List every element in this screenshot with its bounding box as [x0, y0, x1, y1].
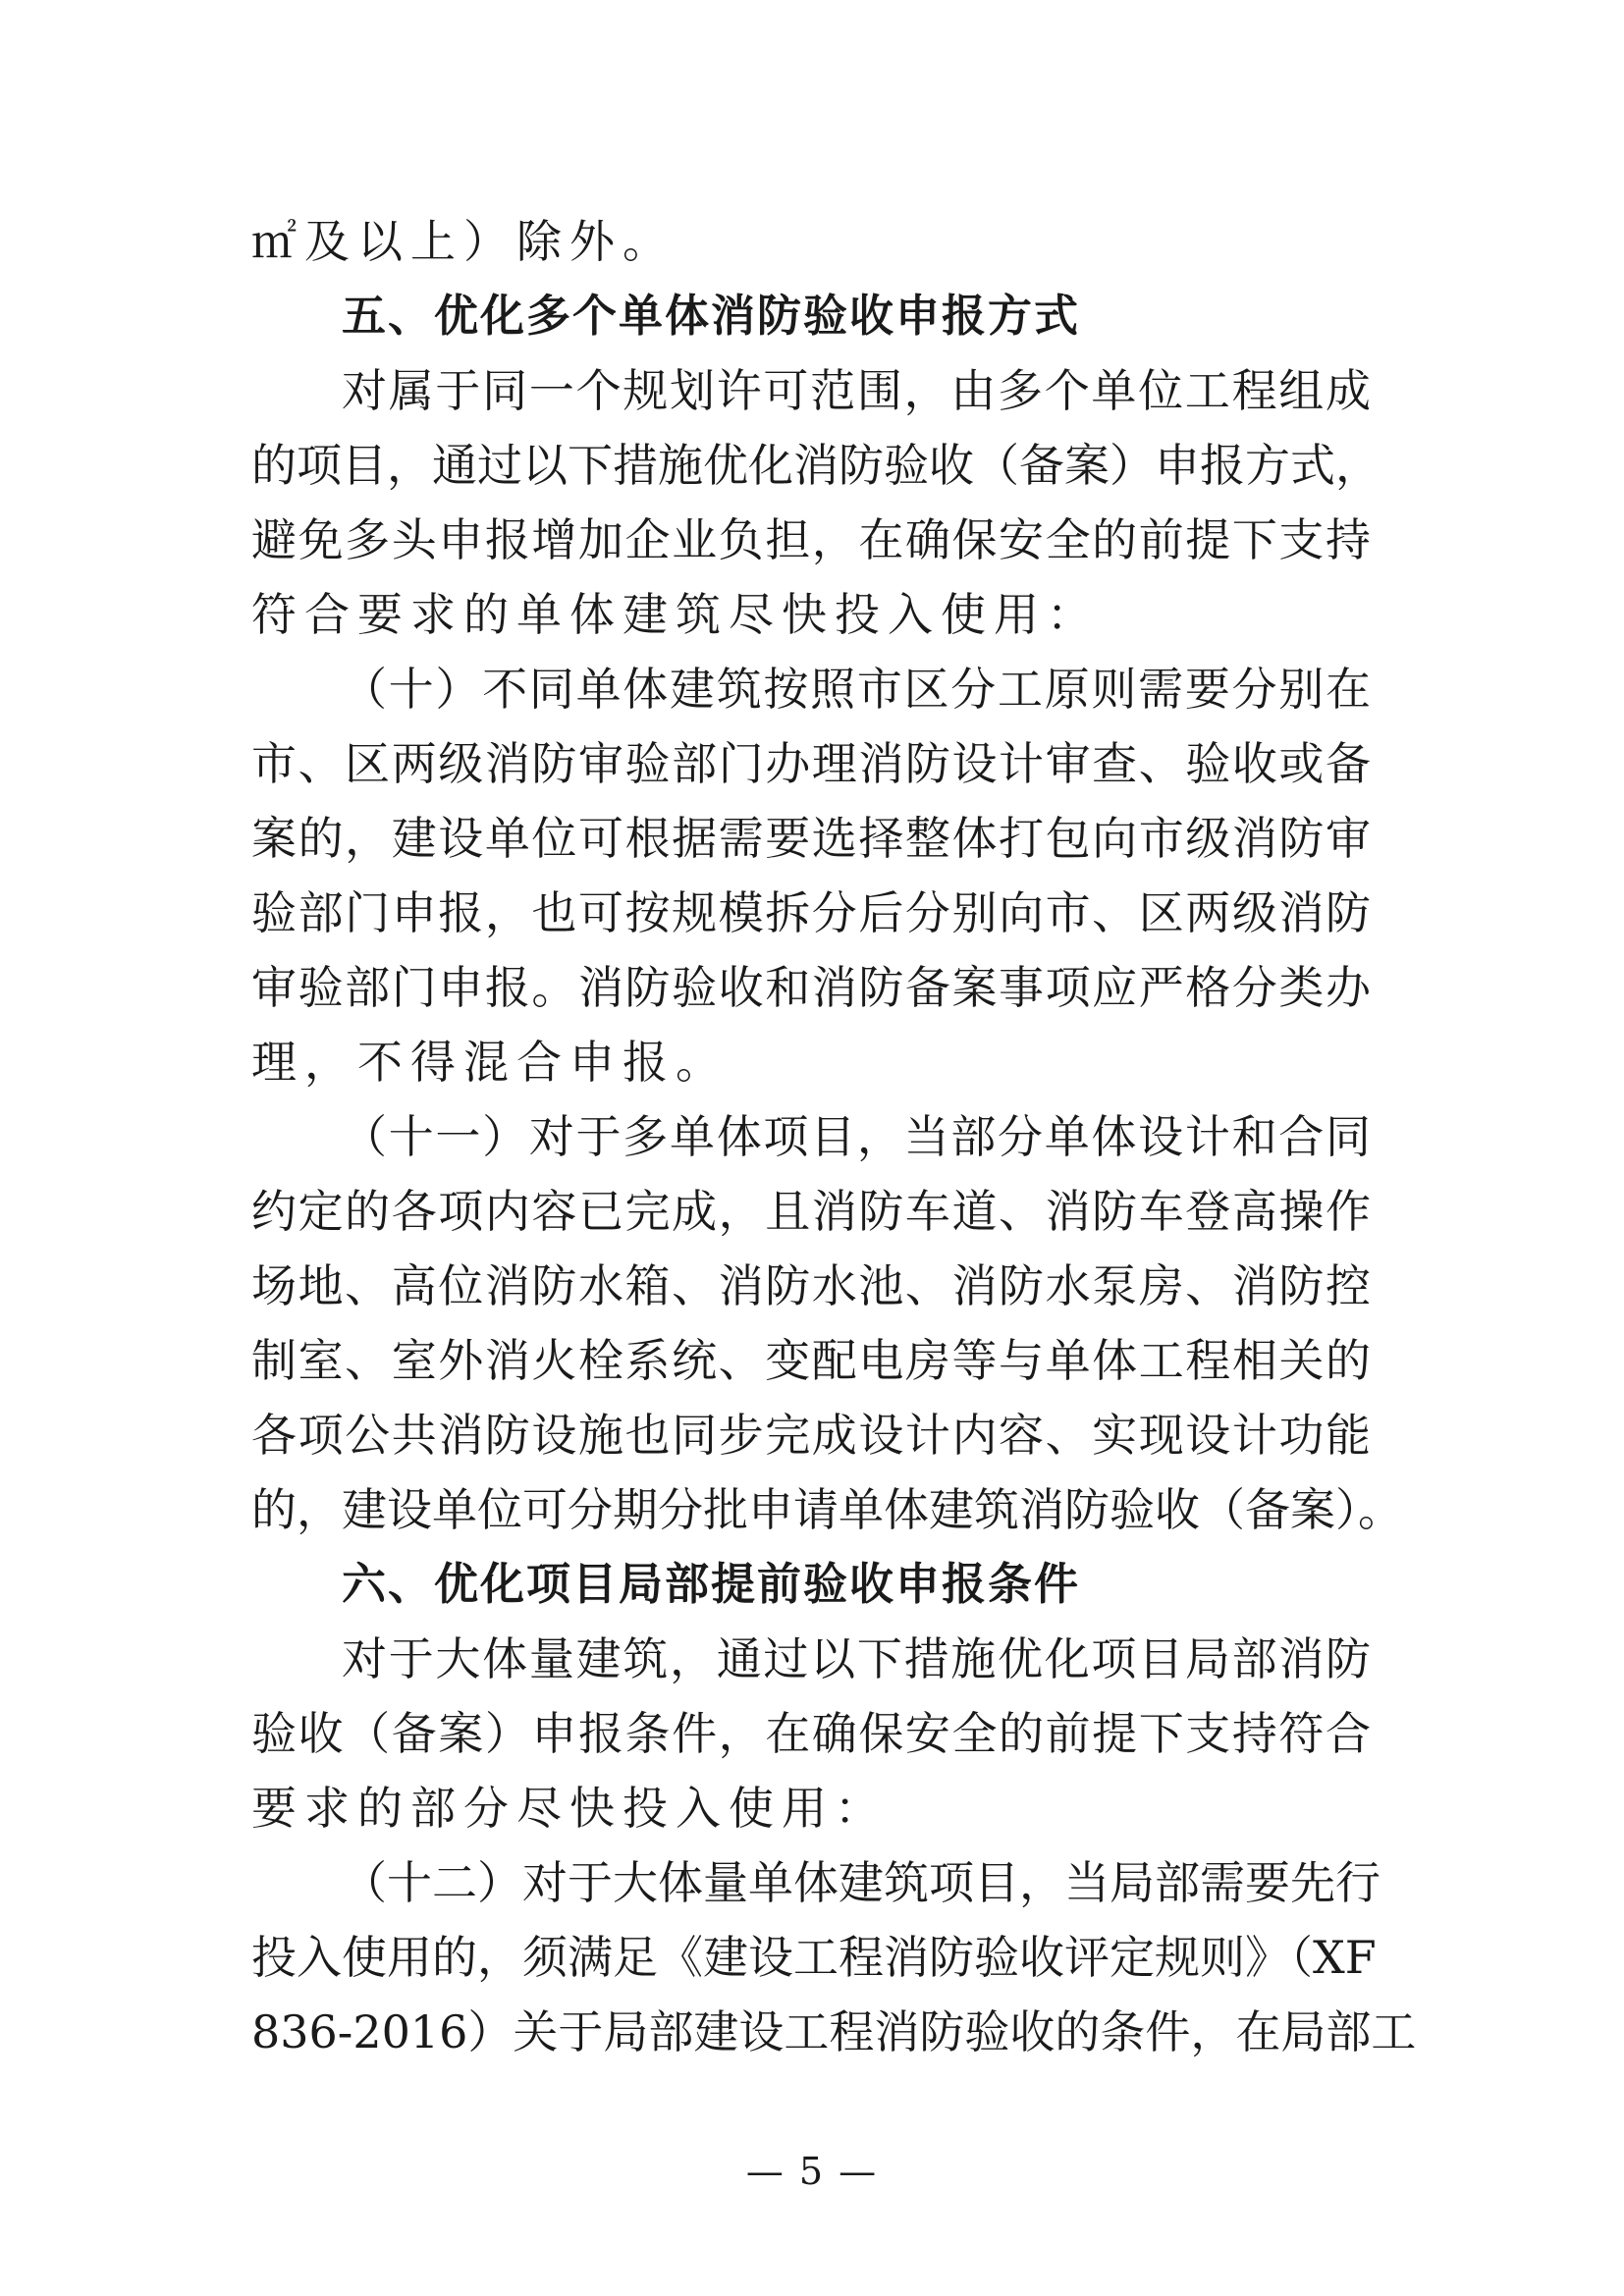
paragraph-line: 验收（备案）申报条件，在确保安全的前提下支持符合 [251, 1707, 1371, 1760]
paragraph-line: 审验部门申报。消防验收和消防备案事项应严格分类办 [251, 961, 1371, 1014]
paragraph-line: 投入使用的，须满足《建设工程消防验收评定规则》（XF [251, 1931, 1377, 1984]
paragraph-line: ㎡及以上）除外。 [251, 215, 676, 268]
paragraph-line: 836-2016）关于局部建设工程消防验收的条件，在局部工 [251, 2005, 1417, 2058]
section-heading-6: 六、优化项目局部提前验收申报条件 [342, 1558, 1081, 1610]
section-heading-5: 五、优化多个单体消防验收申报方式 [342, 290, 1081, 342]
paragraph-line: 制室、室外消火栓系统、变配电房等与单体工程相关的 [251, 1334, 1371, 1387]
paragraph-line: 各项公共消防设施也同步完成设计内容、实现设计功能 [251, 1409, 1371, 1462]
paragraph-line: 理，不得混合申报。 [251, 1036, 729, 1089]
paragraph-line: 的项目，通过以下措施优化消防验收（备案）申报方式， [251, 439, 1380, 492]
paragraph-line: 市、区两级消防审验部门办理消防设计审查、验收或备 [251, 737, 1371, 790]
paragraph-line: 对于大体量建筑，通过以下措施优化项目局部消防 [342, 1632, 1371, 1685]
paragraph-line: （十）不同单体建筑按照市区分工原则需要分别在 [342, 663, 1371, 716]
paragraph-line: 案的，建设单位可根据需要选择整体打包向市级消防审 [251, 812, 1371, 865]
page-number: — 5 — [745, 2150, 879, 2193]
paragraph-line: 避免多头申报增加企业负担，在确保安全的前提下支持 [251, 513, 1371, 566]
paragraph-line: 对属于同一个规划许可范围，由多个单位工程组成 [342, 364, 1371, 417]
paragraph-line: 场地、高位消防水箱、消防水池、消防水泵房、消防控 [251, 1259, 1371, 1312]
paragraph-line: （十二）对于大体量单体建筑项目，当局部需要先行 [342, 1856, 1380, 1909]
paragraph-line: 验部门申报，也可按规模拆分后分别向市、区两级消防 [251, 886, 1371, 939]
paragraph-line: 的，建设单位可分期分批申请单体建筑消防验收（备案）。 [251, 1483, 1403, 1536]
paragraph-line: 要求的部分尽快投入使用： [251, 1782, 888, 1835]
paragraph-line: 约定的各项内容已完成，且消防车道、消防车登高操作 [251, 1185, 1371, 1238]
paragraph-line: （十一）对于多单体项目，当部分单体设计和合同 [342, 1110, 1371, 1163]
paragraph-line: 符合要求的单体建筑尽快投入使用： [251, 588, 1100, 641]
